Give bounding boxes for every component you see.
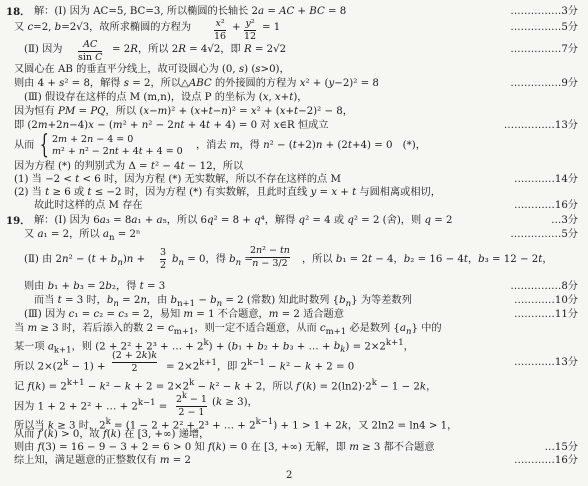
line-19-9: 所以 $2\times(2^k - 1)$ + (2 + 2k)k 2 = $2\times 2^{k+1}$，即 $2^{k-1} - k^2 - k + 2 = 0$ …………13分: [14, 350, 578, 374]
line-19-3: (Ⅱ) 由 $2n^2 - (t + b_n)n$ + 3 2 $b_n = 0$，得 $b_n$ = 2n² − tn n − 3/2 ，所以 b₁ = 2t − 4，b₂ = 16 − 4t，b₃ = 12 − 2t，: [24, 245, 553, 271]
solution-page: 18． 解：(Ⅰ) 因为 AC=5, BC=3, 所以椭圆的长轴长 2a = AC + BC = 8 ……………3分 又 c=2, b=2√3，故所求椭圆的方程为 x² 16 + y² 12 = 1 ……………5分 (Ⅱ) 因为 AC sin C = 2R，所以 2R = 4√2，即 R = 2√2 ……………7分 又圆心在 AB 的垂直平分线上，故可设圆心为 (0, s) (s>0)， 则由 4 + s² = 8，解得 s = 2，所以△ABC 的外接圆的方程为 x² + (y−2)² = 8 ……………9分 (Ⅲ) 假设存在这样的点 M (m,n)，设点 P 的坐标为 (x, x+t)， 因为恒有 PM = PQ，所以 (x−m)² + (x+t−n)² = x² + (x+t−2)² − 8， 即 (2m+2n−4)x − (m² + n² − 2nt + 4t + 4) = 0 对 x∈R 恒成立 ……………13分 从而 { 2m + 2n − 4 = 0 m² + n² − 2nt + 4t + 4 = 0 ，消去 m，得 n² − (t+2)n + (2t+4) = 0 (*)， 因为方程 (*) 的判别式为 Δ = t² − 4t − 12，所以 (1) 当 −2 < t < 6 时，因为方程 (*) 无实数解，所以不存在这样的点 M …………14分 (2) 当 t ≥ 6 或 t ≤ −2 时，因为方程 (*) 有实数解，且此时直线 y = x + t 与圆相离或相切， 故此时这样的点 M 存在 …………16分 19． 解：(Ⅰ) 因为 6a₃ = 8a₁ + a₅，所以 6q² = 8 + q⁴，解得 q² = 4 或 q² = 2 (舍)，则 q = 2 …3分 又 a₁ = 2，所以 $a_n = 2^n$ ……………5分 (Ⅱ) 由 $2n^2 - (t + b_n)n$ + 3 2 $b_n = 0$，得 $b_n$ = 2n² − tn n − 3/2 ，所以 b₁ = 2t − 4，b₂ = 16 − 4t，b₃ = 12 − 2t， 则由 b₁ + b₃ = 2b₂，得 t = 3 ……………8分 而当 t = 3 时，$b_n = 2n$，由 $b_{n+1} - b_n = 2$ (常数) 知此时数列 $\{b_n\}$ 为等差数列 …………10分 (Ⅲ) 因为 c₁ = c₂ = c₃ = 2，易知 m = 1 不合题意，m = 2 适合题意 …………11分 当 m ≥ 3 时，若后添入的数 $2 = c_{m+1}$，则一定不适合题意，从而 $c_{m+1}$ 必是数列 $\{a_n\}$ 中的 某一项 $a_{k+1}$，则 (2 + 2² + 2³ + … + $2^k) + (b_1 + b_2 + b_3$ + … + $b_k) = 2\times 2^{k+1}$， 所以 $2\times(2^k - 1)$ + (2 + 2k)k 2 = $2\times 2^{k+1}$，即 $2^{k-1} - k^2 - k + 2 = 0$ …………13分 记 $f(k) = 2^{k+1} - k^2 - k + 2 = 2\times 2^k - k^2 - k + 2$，所以 $f'(k) = 2(\ln 2)\cdot 2^k - 1 - 2k$， 因为 1 + 2 + 2² + … + $2^{k-1}$ = $2^k - 1$ 2 − 1 (k ≥ 3)， 所以当 k ≥ 3 时，$2^k = (1 - 2 + 2^2 + 2^3$ + … + $2^{k-1}) + 1 > 1 + 2k$，又 2ln2 = ln4 > 1， 从而 f′(k) > 0，故 f(k) 在 [3, +∞) 递增， 则由 f(3) = 16 − 9 − 3 + 2 = 6 > 0 知 f(k) = 0 在 [3, +∞) 无解，即 m ≥ 3 都不合题意 …15分 综上知，满足题意的正整数仅有 m = 2 …………16分 2: [0, 0, 588, 486]
line-19-11: 因为 1 + 2 + 2² + … + $2^{k-1}$ = $2^k - 1$ 2 − 1 (k ≥ 3)，: [14, 391, 258, 419]
page-number: 2: [286, 470, 293, 481]
line-18-9: 从而 { 2m + 2n − 4 = 0 m² + n² − 2nt + 4t + 4 = 0 ，消去 m，得 n² − (t+2)n + (2t+4) = 0 (*)，: [14, 130, 426, 160]
